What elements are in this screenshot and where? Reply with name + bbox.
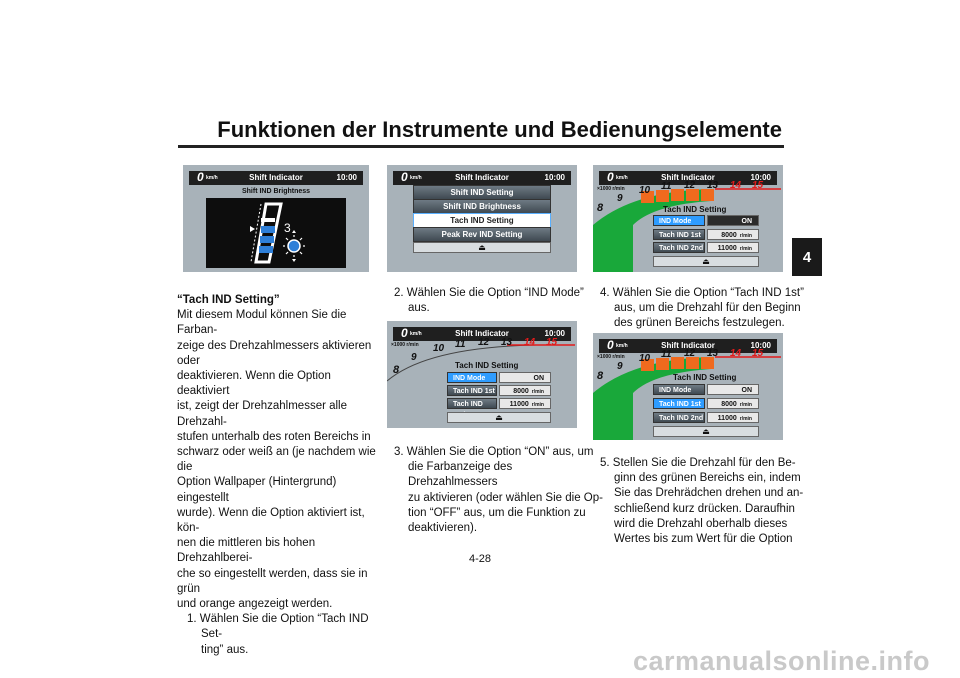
row-ind-mode[interactable]: IND Mode	[447, 372, 497, 383]
tach-number-12: 12	[478, 337, 490, 348]
speed-readout: 0	[401, 170, 408, 184]
step-4: 4. Wählen Sie die Option “Tach IND 1st” aus, um die Drehzahl für den Beginn des grünen Bereichs festzulegen.	[600, 287, 804, 330]
tach-number-9: 9	[617, 193, 623, 204]
row-tach-ind-2nd[interactable]: Tach IND 2nd	[653, 242, 705, 253]
value-1st-text: 8000	[513, 388, 529, 395]
screen-title: Shift Indicator	[249, 173, 303, 182]
tach-number-11: 11	[661, 349, 672, 360]
clock: 10:00	[336, 173, 357, 182]
value-tach-ind-2nd[interactable]	[499, 398, 551, 409]
menu-shift-ind-brightness[interactable]: Shift IND Brightness	[413, 199, 551, 214]
screen-shift-ind-brightness	[183, 165, 369, 272]
value-tach-ind-1st[interactable]	[707, 229, 759, 240]
eject-up-icon[interactable]: ⏏	[413, 242, 551, 253]
section-paragraph: Mit diesem Modul können Sie die Farban- zeige des Drehzahlmessers aktivieren oder deaktivieren. Wenn die Option deaktiviert ist, zeigt der Drehzahlmesser alle Drehzahl- stufen unterhalb des roten Bereichs in schwarz oder weiß an (je nachdem wie die Option Wallpaper (Hintergrund) eingestellt wurde). Wenn die Option aktiviert ist, kön- nen die mittleren bis hohen Drehzahlberei- che so eingestellt werden, dass sie in grün und orange angezeigt werden.	[177, 309, 376, 611]
value-tach-ind-1st[interactable]	[707, 398, 759, 409]
menu-peak-rev-ind-setting[interactable]: Peak Rev IND Setting	[413, 227, 551, 242]
brightness-level: 3	[284, 221, 291, 235]
value-ind-mode-text: ON	[741, 218, 752, 225]
tach-number-14: 14	[524, 337, 536, 348]
row-tach-ind-2nd[interactable]: Tach IND 2nd	[653, 412, 705, 423]
tach-number-13: 13	[707, 180, 719, 191]
row-tach-ind-1st[interactable]: Tach IND 1st	[653, 229, 705, 240]
tach-number-9: 9	[411, 352, 417, 363]
speed-unit: km/h	[616, 343, 628, 349]
tach-number-14: 14	[730, 348, 742, 359]
screen-tach-ind-1st	[593, 333, 783, 440]
tach-number-8: 8	[393, 364, 400, 376]
screen-title: Shift Indicator	[661, 341, 715, 350]
value-ind-mode[interactable]	[707, 384, 759, 395]
screen-tach-ind-on	[593, 165, 783, 272]
tach-number-10: 10	[433, 343, 445, 354]
value-tach-ind-1st[interactable]	[499, 385, 551, 396]
screen-shift-indicator-menu	[387, 165, 577, 272]
value-ind-mode-text: ON	[741, 387, 752, 394]
tach-number-15: 15	[546, 337, 558, 348]
eject-up-icon[interactable]: ⏏	[447, 412, 551, 423]
unit-2nd: r/min	[739, 246, 752, 252]
value-tach-ind-2nd[interactable]	[707, 242, 759, 253]
tach-number-15: 15	[752, 348, 764, 359]
value-1st-text: 8000	[721, 232, 737, 239]
brightness-preview	[206, 198, 346, 268]
tach-multiplier: ×1000 r/min	[597, 186, 625, 192]
chapter-tab: 4	[792, 238, 822, 276]
tach-number-11: 11	[455, 339, 466, 350]
step-2: 2. Wählen Sie die Option “IND Mode” aus.	[394, 287, 584, 315]
step-5: 5. Stellen Sie die Drehzahl für den Be- ginn des grünen Bereichs ein, indem Sie das Drehrädchen drehen und an- schließend kurz drücken. Daraufhin wird die Drehzahl oberhalb dieses Wertes bis zum Wert für die Option	[600, 457, 804, 546]
row-tach-ind-1st[interactable]: Tach IND 1st	[447, 385, 497, 396]
header-rule	[178, 145, 784, 148]
value-ind-mode[interactable]	[499, 372, 551, 383]
speed-readout: 0	[607, 338, 614, 352]
speed-unit: km/h	[616, 175, 628, 181]
tach-multiplier: ×1000 r/min	[597, 354, 625, 360]
eject-up-icon[interactable]: ⏏	[653, 256, 759, 267]
tach-setting-title: Tach IND Setting	[455, 361, 519, 370]
step-1: 1. Wählen Sie die Option “Tach IND Set- ting” aus.	[187, 613, 369, 656]
menu-shift-ind-setting[interactable]: Shift IND Setting	[413, 185, 551, 200]
screen-title: Shift Indicator	[455, 329, 509, 338]
unit-2nd: r/min	[739, 416, 752, 422]
screen-topbar	[393, 171, 571, 185]
tach-multiplier: ×1000 r/min	[391, 342, 419, 348]
tach-number-14: 14	[730, 180, 742, 191]
screen-topbar	[189, 171, 363, 185]
tach-number-12: 12	[684, 180, 696, 191]
tach-number-13: 13	[501, 337, 513, 348]
row-tach-ind-1st[interactable]: Tach IND 1st	[653, 398, 705, 409]
speed-readout: 0	[607, 170, 614, 184]
step-3: 3. Wählen Sie die Option “ON” aus, um die Farbanzeige des Drehzahlmessers zu aktivieren (oder wählen Sie die Op- tion “OFF” aus, um die Funktion zu deaktivieren).	[394, 446, 603, 535]
clock: 10:00	[750, 341, 771, 350]
tach-number-9: 9	[617, 361, 623, 372]
menu-tach-ind-setting[interactable]: Tach IND Setting	[413, 213, 551, 228]
tach-number-13: 13	[707, 348, 719, 359]
speed-unit: km/h	[410, 331, 422, 337]
clock: 10:00	[750, 173, 771, 182]
unit-1st: r/min	[739, 402, 752, 408]
row-ind-mode[interactable]: IND Mode	[653, 384, 705, 395]
speed-readout: 0	[401, 326, 408, 340]
clock: 10:00	[544, 173, 565, 182]
tach-number-8: 8	[597, 202, 604, 214]
screen-title: Shift Indicator	[661, 173, 715, 182]
brightness-heading: Shift IND Brightness	[241, 188, 311, 195]
value-2nd-text: 11000	[717, 245, 737, 252]
screen-tach-ind-mode	[387, 321, 577, 428]
value-2nd-text: 11000	[717, 415, 737, 422]
unit-2nd: r/min	[531, 402, 544, 408]
tach-number-10: 10	[639, 353, 651, 364]
clock: 10:00	[544, 329, 565, 338]
watermark: carmanualsonline.info	[632, 646, 930, 676]
speed-readout: 0	[197, 170, 204, 184]
brightness-graphic	[206, 198, 346, 268]
unit-1st: r/min	[739, 233, 752, 239]
unit-1st: r/min	[531, 389, 544, 395]
tach-number-10: 10	[639, 185, 651, 196]
value-2nd-text: 11000	[509, 401, 529, 408]
eject-up-icon[interactable]: ⏏	[653, 426, 759, 437]
tach-number-11: 11	[661, 181, 672, 192]
text-column-1	[177, 293, 377, 658]
screen-title: Shift Indicator	[455, 173, 509, 182]
tach-setting-title: Tach IND Setting	[663, 205, 727, 214]
value-tach-ind-2nd[interactable]	[707, 412, 759, 423]
tach-setting-title: Tach IND Setting	[673, 373, 737, 382]
row-tach-ind-2nd[interactable]: Tach IND	[447, 398, 497, 409]
tach-number-15: 15	[752, 180, 764, 191]
tach-number-8: 8	[597, 370, 604, 382]
page-number: 4-28	[468, 553, 492, 565]
speed-unit: km/h	[206, 175, 218, 181]
value-ind-mode[interactable]	[707, 215, 759, 226]
value-ind-mode-text: ON	[533, 375, 544, 382]
tach-number-12: 12	[684, 348, 696, 359]
section-heading: “Tach IND Setting”	[177, 294, 280, 306]
speed-unit: km/h	[410, 175, 422, 181]
value-1st-text: 8000	[721, 401, 737, 408]
row-ind-mode[interactable]: IND Mode	[653, 215, 705, 226]
page-header-title: Funktionen der Instrumente und Bedienungselemente	[217, 117, 782, 142]
